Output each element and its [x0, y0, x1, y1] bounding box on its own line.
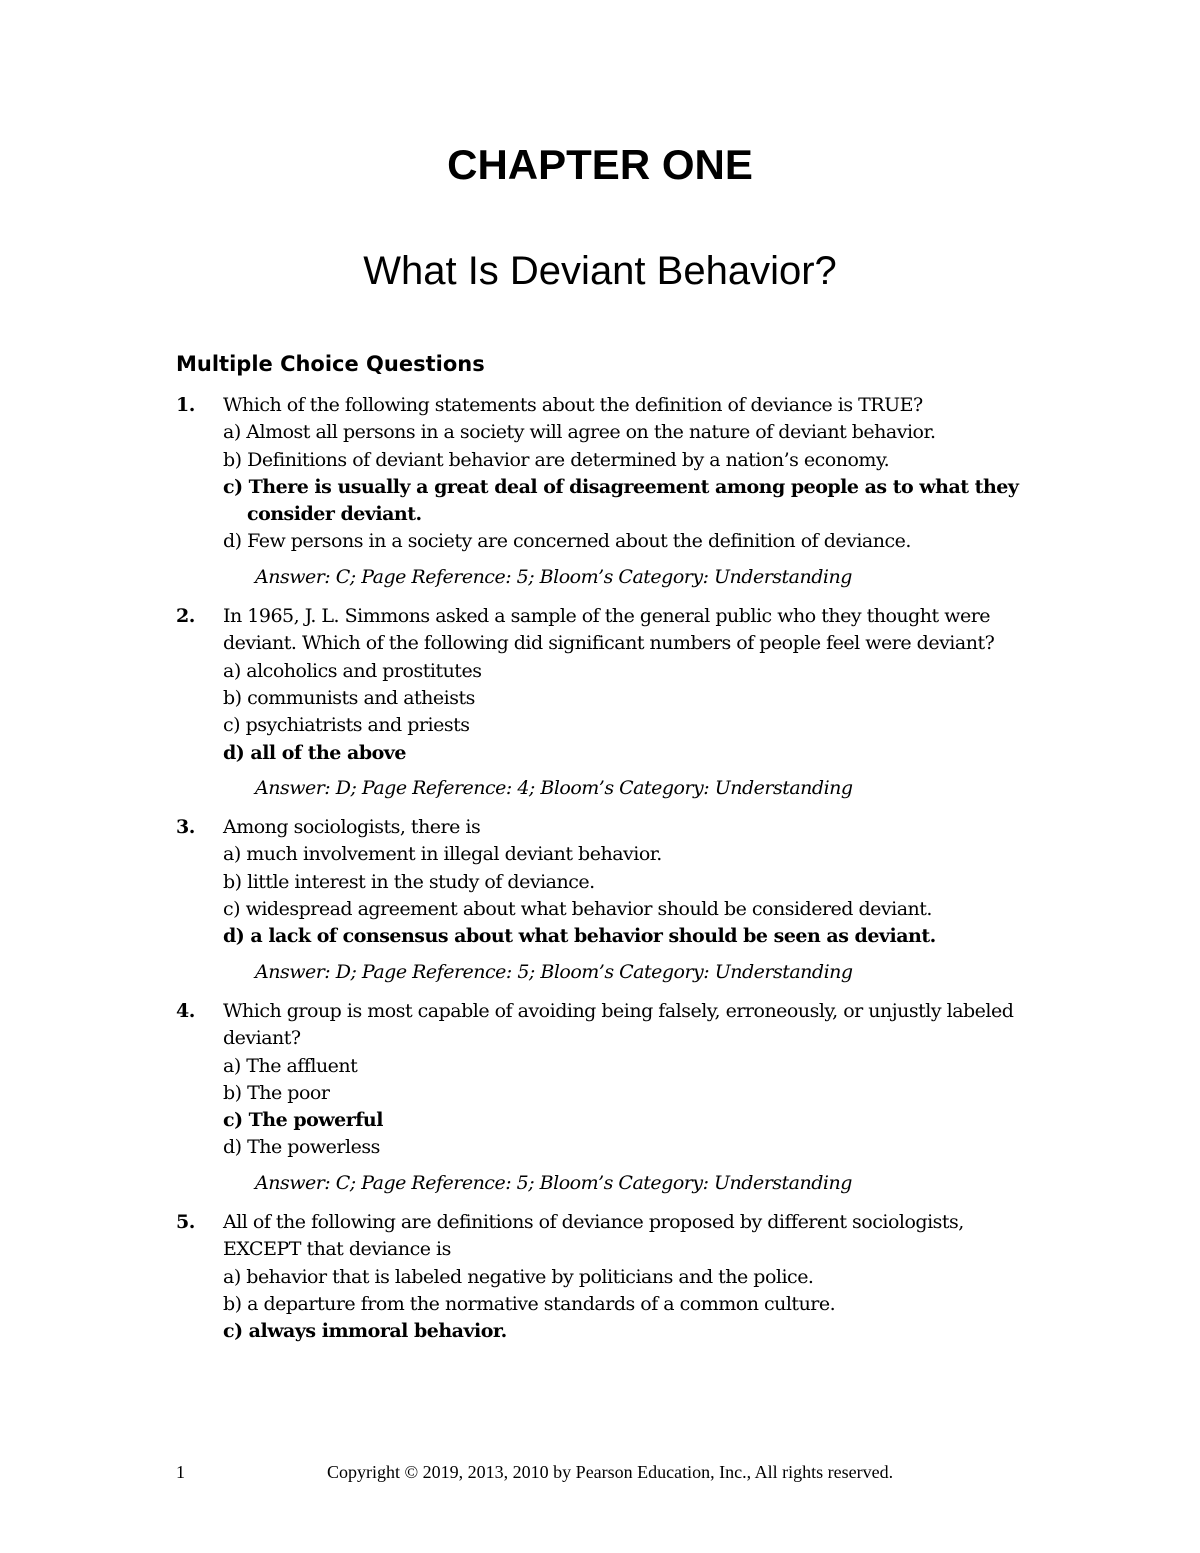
option-a: a) alcoholics and prostitutes [223, 659, 482, 682]
question-list [176, 392, 1036, 1358]
option-b: b) Definitions of deviant behavior are determined by a nation’s economy. [223, 448, 890, 471]
option-a: a) The affluent [223, 1054, 358, 1077]
question-text: Among sociologists, there is [223, 816, 481, 839]
question-number: 1. [176, 394, 195, 416]
chapter-title: CHAPTER ONE [447, 141, 753, 188]
question-number: 2. [176, 605, 195, 628]
question-number: 3. [176, 816, 195, 839]
option-d: d) Few persons in a society are concerned about the definition of deviance. [223, 530, 911, 553]
chapter-subtitle: What Is Deviant Behavior? [363, 249, 837, 293]
option-a: a) behavior that is labeled negative by politicians and the police. [223, 1265, 814, 1288]
question-number: 4. [176, 999, 195, 1022]
copyright-notice: Copyright © 2019, 2013, 2010 by Pearson Education, Inc., All rights reserved. [327, 1462, 894, 1482]
section-heading: Multiple Choice Questions [176, 352, 485, 376]
answer-key: Answer: D; Page Reference: 4; Bloom’s Category: Understanding [255, 776, 853, 799]
option-c-correct: c) always immoral behavior. [223, 1320, 507, 1343]
answer-key: Answer: C; Page Reference: 5; Bloom’s Category: Understanding [255, 1171, 852, 1194]
question-2 [176, 603, 1036, 802]
option-b: b) communists and atheists [223, 686, 475, 709]
question-text: Which group is most capable of avoiding being falsely, erroneously, or unjustly labeled deviant? [223, 999, 1014, 1050]
question-text: In 1965, J. L. Simmons asked a sample of the general public who they thought were deviant. Which of the following did significant numbers of people feel were deviant? [223, 605, 995, 655]
option-b: b) The poor [223, 1081, 330, 1104]
option-b: b) little interest in the study of deviance. [223, 870, 595, 893]
question-4 [176, 998, 1036, 1197]
answer-key: Answer: D; Page Reference: 5; Bloom’s Category: Understanding [255, 960, 853, 983]
option-c: c) widespread agreement about what behavior should be considered deviant. [223, 898, 932, 921]
page-number: 1 [176, 1462, 185, 1482]
option-b: b) a departure from the normative standards of a common culture. [223, 1292, 836, 1315]
option-c: c) psychiatrists and priests [223, 714, 470, 737]
question-text: Which of the following statements about the definition of deviance is TRUE? [223, 394, 923, 416]
option-c-correct: c) There is usually a great deal of disagreement among people as to what they consider deviant. [223, 475, 1019, 526]
question-3 [176, 814, 1036, 986]
option-d-correct: d) all of the above [223, 741, 406, 764]
question-1 [176, 392, 1036, 591]
option-d: d) The powerless [223, 1136, 380, 1159]
question-number: 5. [176, 1211, 195, 1234]
option-d-correct: d) a lack of consensus about what behavior should be seen as deviant. [223, 925, 936, 948]
option-a: a) Almost all persons in a society will agree on the nature of deviant behavior. [223, 421, 936, 444]
option-c-correct: c) The powerful [223, 1109, 383, 1132]
question-5 [176, 1209, 1036, 1345]
question-text: All of the following are definitions of deviance proposed by different sociologists, EXCEPT that deviance is [223, 1211, 964, 1261]
answer-key: Answer: C; Page Reference: 5; Bloom’s Category: Understanding [255, 565, 852, 588]
option-a: a) much involvement in illegal deviant behavior. [223, 843, 662, 866]
